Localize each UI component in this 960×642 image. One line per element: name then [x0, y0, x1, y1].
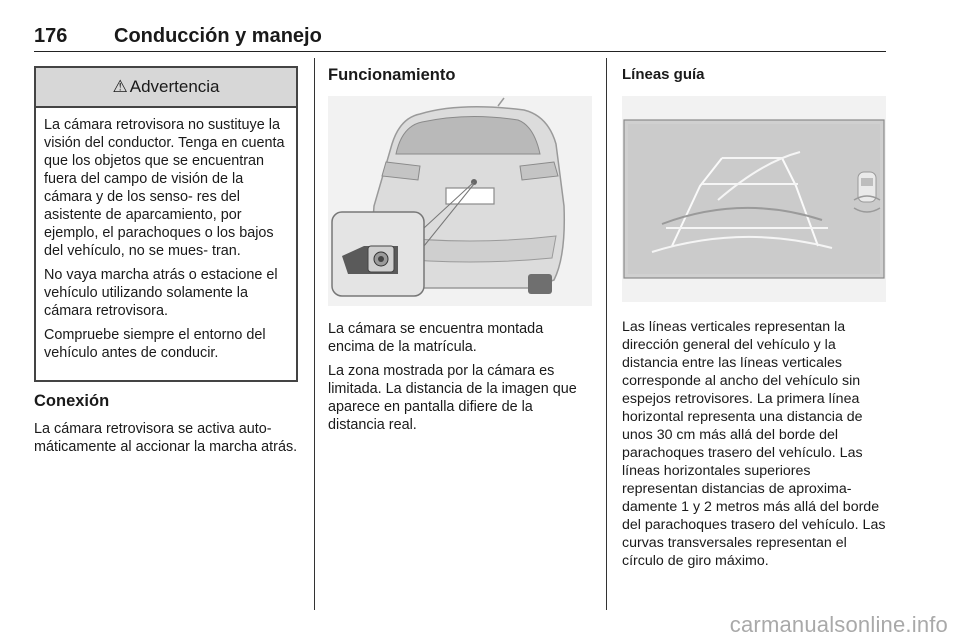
funcionamiento-heading: Funcionamiento	[328, 66, 456, 84]
warning-heading-text: Advertencia	[129, 77, 220, 96]
funcionamiento-paragraph: La cámara se encuentra montada encima de la matrícula.	[328, 321, 544, 355]
column-divider-2	[606, 58, 607, 610]
funcionamiento-paragraph: La zona mostrada por la cámara es limitada. La distancia de la imagen que aparece en pantalla difiere de la distancia real.	[328, 363, 577, 433]
warning-paragraph: Compruebe siempre el entorno del vehículo antes de conducir.	[44, 327, 266, 361]
page-title: Conducción y manejo	[114, 25, 322, 47]
page-number: 176	[34, 25, 68, 47]
lineas-paragraph: Las líneas verticales representan la dirección general del vehículo y la distancia entre las líneas verticales corresponde al ancho del vehículo sin espejos retrovisores. La primera línea horizontal representa una distancia de unos 30 cm más allá del borde del parachoques trasero del vehículo. Las líneas horizontales superiores representan distancias de aproxima- damente 1 y 2 metros más allá del borde del parachoques trasero del vehículo. Las curvas transversales representan el círculo de giro máximo.	[622, 319, 886, 569]
warning-box	[34, 66, 298, 382]
column-divider-1	[314, 58, 315, 610]
conexion-heading: Conexión	[34, 392, 110, 410]
lineas-heading: Líneas guía	[622, 66, 705, 83]
car-rear-illustration	[328, 96, 592, 306]
lineas-text	[622, 318, 888, 576]
watermark: carmanualsonline.info	[729, 612, 948, 637]
warning-heading	[36, 68, 296, 108]
conexion-paragraph: La cámara retrovisora se activa auto- máticamente al accionar la marcha atrás.	[34, 421, 298, 455]
warning-triangle-icon: ⚠	[112, 77, 128, 96]
guide-lines-illustration	[622, 96, 886, 302]
warning-paragraph: No vaya marcha atrás o estacione el vehículo utilizando solamente la cámara retrovisora.	[44, 267, 278, 319]
warning-paragraph: La cámara retrovisora no sustituye la visión del conductor. Tenga en cuenta que los objetos que se encuentran fuera del campo de visión de la cámara y de los senso- res del asistente de aparcamiento, por ejemplo, el parachoques o los bajos del vehículo, no se mues- tran.	[44, 117, 285, 259]
car-rear-camera-figure	[328, 96, 592, 306]
funcionamiento-text	[328, 320, 592, 440]
warning-body	[36, 108, 296, 362]
conexion-text	[34, 420, 298, 462]
guide-lines-figure	[622, 96, 886, 302]
page-header	[34, 22, 886, 52]
